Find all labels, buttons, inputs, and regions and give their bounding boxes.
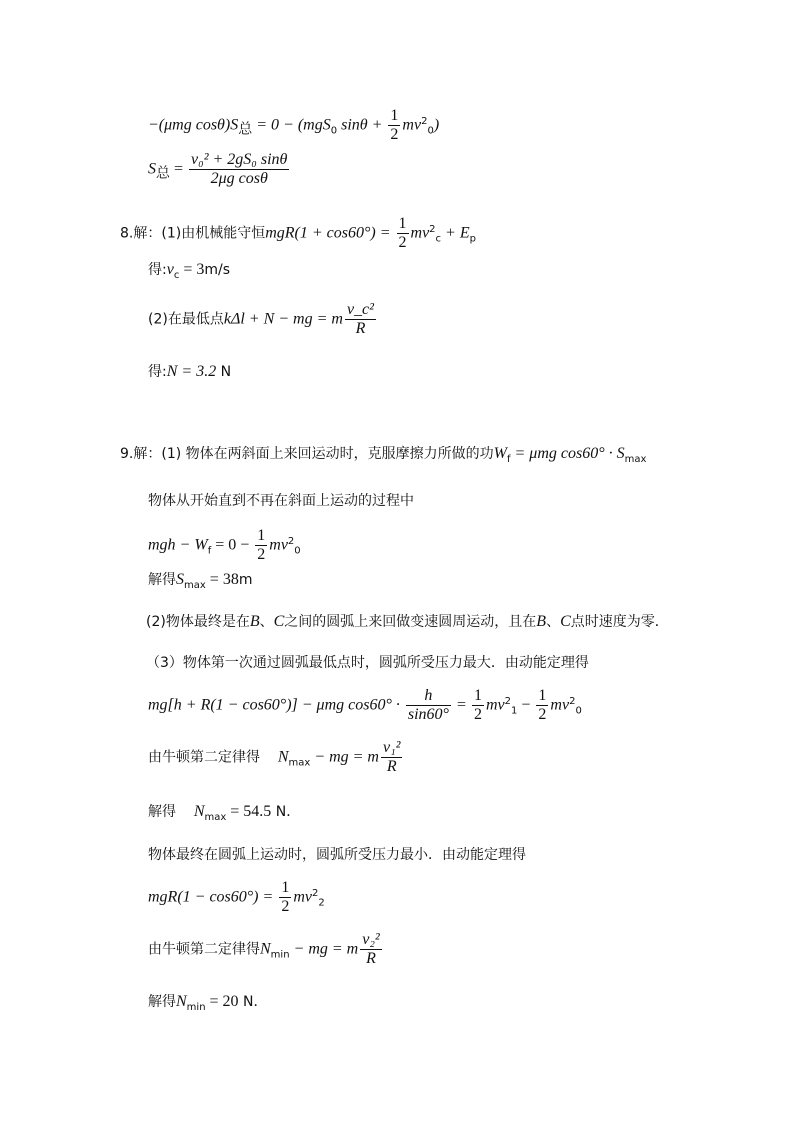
q9-line-7: mg[h + R(1 − cos60°)] − μmg cos60° · $\frac{h}{\sin 60^\circ}$ = $\frac{1}{2}$ $mv^2_1$ − $\frac{1}{2}$ $mv^2_0$ xyxy=(148,687,582,723)
q9-line-3: mgh − $W_f = 0$ − $\frac{1}{2}$ $mv^2_0$ xyxy=(148,527,301,563)
q8-line-2: 得$:v_c = 3m/s$ xyxy=(148,261,231,281)
q9-line-10: 物体最终在圆弧上运动时，圆弧所受压力最小．由动能定理得 xyxy=(148,847,526,863)
q9-line-4: 解得$S_{max} = 38m$ xyxy=(148,571,253,591)
q9-line-11: mgR(1 − cos60°) = $\frac{1}{2}$ $mv^2_2$ xyxy=(148,879,325,915)
q9-line-2: 物体从开始直到不再在斜面上运动的过程中 xyxy=(148,493,414,509)
q9-line-5: (2)物体最终是在B、C之间的圆弧上来回做变速圆周运动，且在B、C点时速度为零． xyxy=(146,613,669,630)
q9-line-13: 解得$N_{min} = 20$ N． xyxy=(148,993,268,1013)
q9-line-8: 由牛顿第二定律得 $N_{max}$ − mg = m $\frac{\text{v₁²}}{R}$ xyxy=(148,739,401,775)
q7-equation-1: −(μmg $\cos\theta)S_总 = 0 - (mgS_0$ sinθ + $\frac{1}{2}$ $mv^2_0$) xyxy=(148,107,440,143)
q9-line-12: 由牛顿第二定律得$N_{min}$ − mg = m $\frac{\text{v₂²}}{R}$ xyxy=(148,931,380,967)
q9-line-1: 9.解：(1) 物体在两斜面上来回运动时，克服摩擦力所做的功$W_f = \mu mg$ $\cos 60^\circ \cdot S_{max}$ xyxy=(120,445,647,465)
q8-line-4: 得:N = 3.2 N xyxy=(148,363,232,380)
q8-line-1: 8.解：(1)由机械能守恒mgR(1 + cos60°) = $\frac{1}{2}$ $mv^2_c + E_p$ xyxy=(120,215,476,251)
q9-line-6: （3）物体第一次通过圆弧最低点时，圆弧所受压力最大．由动能定理得 xyxy=(146,655,589,671)
q7-equation-2: $S_总$ = $\frac{\text{v₀² + 2gS₀ sinθ}}{\text{2μg cosθ}}$ xyxy=(148,151,288,187)
q9-line-9: 解得 $N_{max} = 54.5$ N． xyxy=(148,803,301,823)
q8-line-3: (2)在最低点kΔl + N − mg = m $\frac{\text{v\_c²}}{R}$ xyxy=(148,301,374,337)
